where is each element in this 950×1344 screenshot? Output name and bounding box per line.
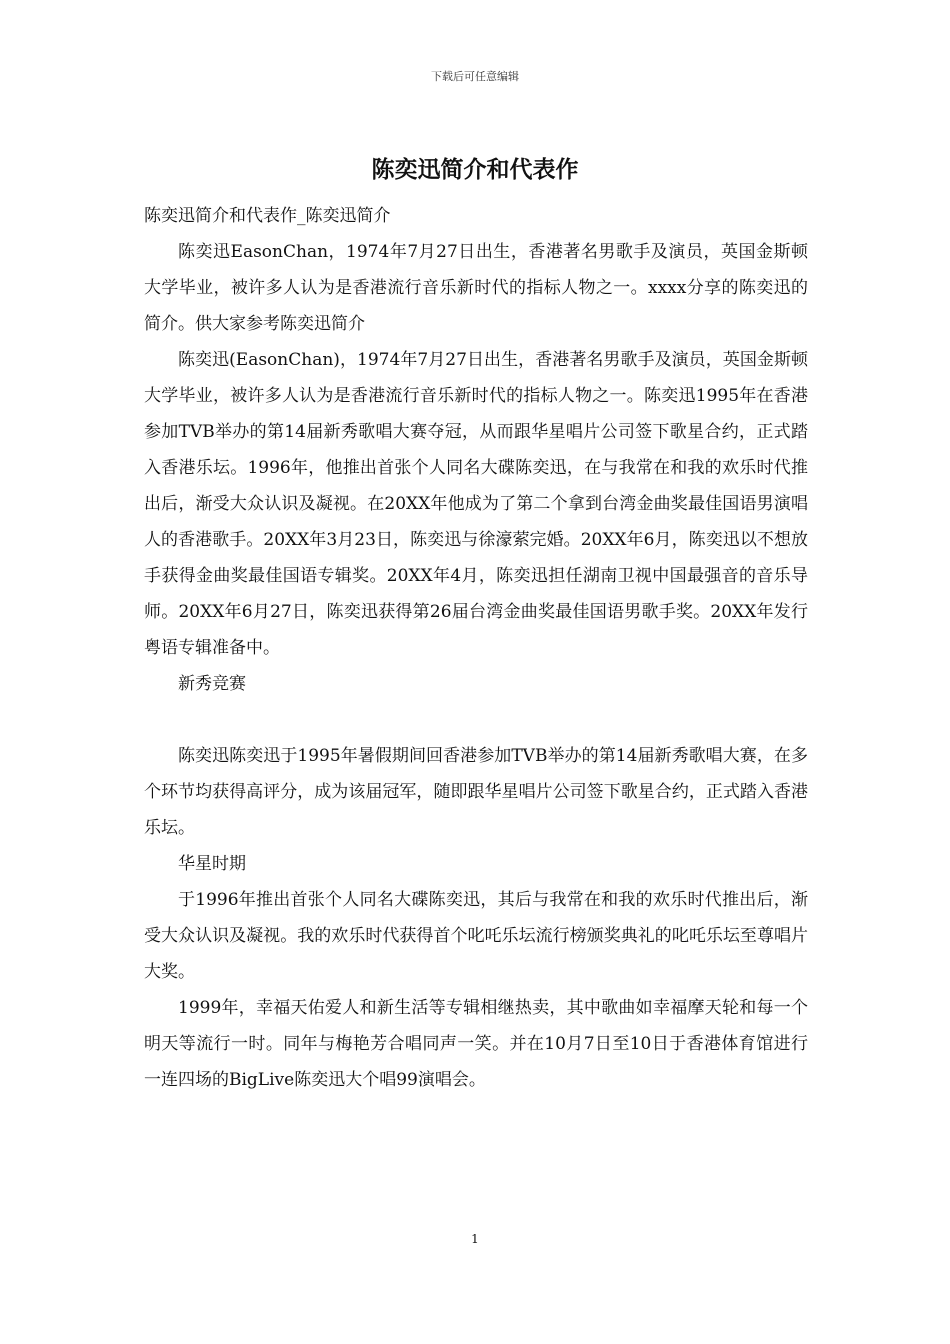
page-number: 1 bbox=[471, 1232, 479, 1246]
talent-contest-paragraph: 陈奕迅陈奕迅于1995年暑假期间回香港参加TVB举办的第14届新秀歌唱大赛，在多个环节均获得高评分，成为该届冠军，随即跟华星唱片公司签下歌星合约，正式踏入香港乐坛。 bbox=[144, 746, 808, 838]
capital-artists-paragraph-2: 1999年，幸福天佑爱人和新生活等专辑相继热卖，其中歌曲如幸福摩天轮和每一个明天等流行一时。同年与梅艳芳合唱同声一笑。并在10月7日至10日于香港体育馆进行一连四场的BigLive陈奕迅大个唱99演唱会。 bbox=[144, 998, 808, 1090]
page-title: 陈奕迅简介和代表作 bbox=[371, 156, 579, 183]
capital-artists-paragraph-1: 于1996年推出首张个人同名大碟陈奕迅，其后与我常在和我的欢乐时代推出后，渐受大众认识及凝视。我的欢乐时代获得首个叱吒乐坛流行榜颁奖典礼的叱吒乐坛至尊唱片大奖。 bbox=[144, 890, 808, 982]
biography-paragraph: 陈奕迅(EasonChan)，1974年7月27日出生，香港著名男歌手及演员，英国金斯顿大学毕业，被许多人认为是香港流行音乐新时代的指标人物之一。陈奕迅1995年在香港参加TVB举办的第14届新秀歌唱大赛夺冠，从而跟华星唱片公司签下歌星合约，正式踏入香港乐坛。1996年，他推出首张个人同名大碟陈奕迅，在与我常在和我的欢乐时代推出后，渐受大众认识及凝视。在20XX年他成为了第二个拿到台湾金曲奖最佳国语男演唱人的香港歌手。20XX年3月23日，陈奕迅与徐濠萦完婚。20XX年6月，陈奕迅以不想放手获得金曲奖最佳国语专辑奖。20XX年4月，陈奕迅担任湖南卫视中国最强音的音乐导师。20XX年6月27日，陈奕迅获得第26届台湾金曲奖最佳国语男歌手奖。20XX年发行粤语专辑准备中。 bbox=[144, 350, 808, 658]
blank-line bbox=[144, 702, 808, 738]
page-header-note: 下载后可任意编辑 bbox=[431, 70, 519, 83]
section-heading-talent-contest: 新秀竞赛 bbox=[178, 674, 246, 694]
intro-paragraph: 陈奕迅EasonChan，1974年7月27日出生，香港著名男歌手及演员，英国金斯顿大学毕业，被许多人认为是香港流行音乐新时代的指标人物之一。xxxx分享的陈奕迅的简介。供大家参考陈奕迅简介 bbox=[144, 242, 808, 334]
subtitle-paragraph: 陈奕迅简介和代表作_陈奕迅简介 bbox=[144, 206, 391, 226]
section-heading-capital-artists: 华星时期 bbox=[178, 854, 246, 874]
document-body bbox=[144, 198, 808, 1098]
